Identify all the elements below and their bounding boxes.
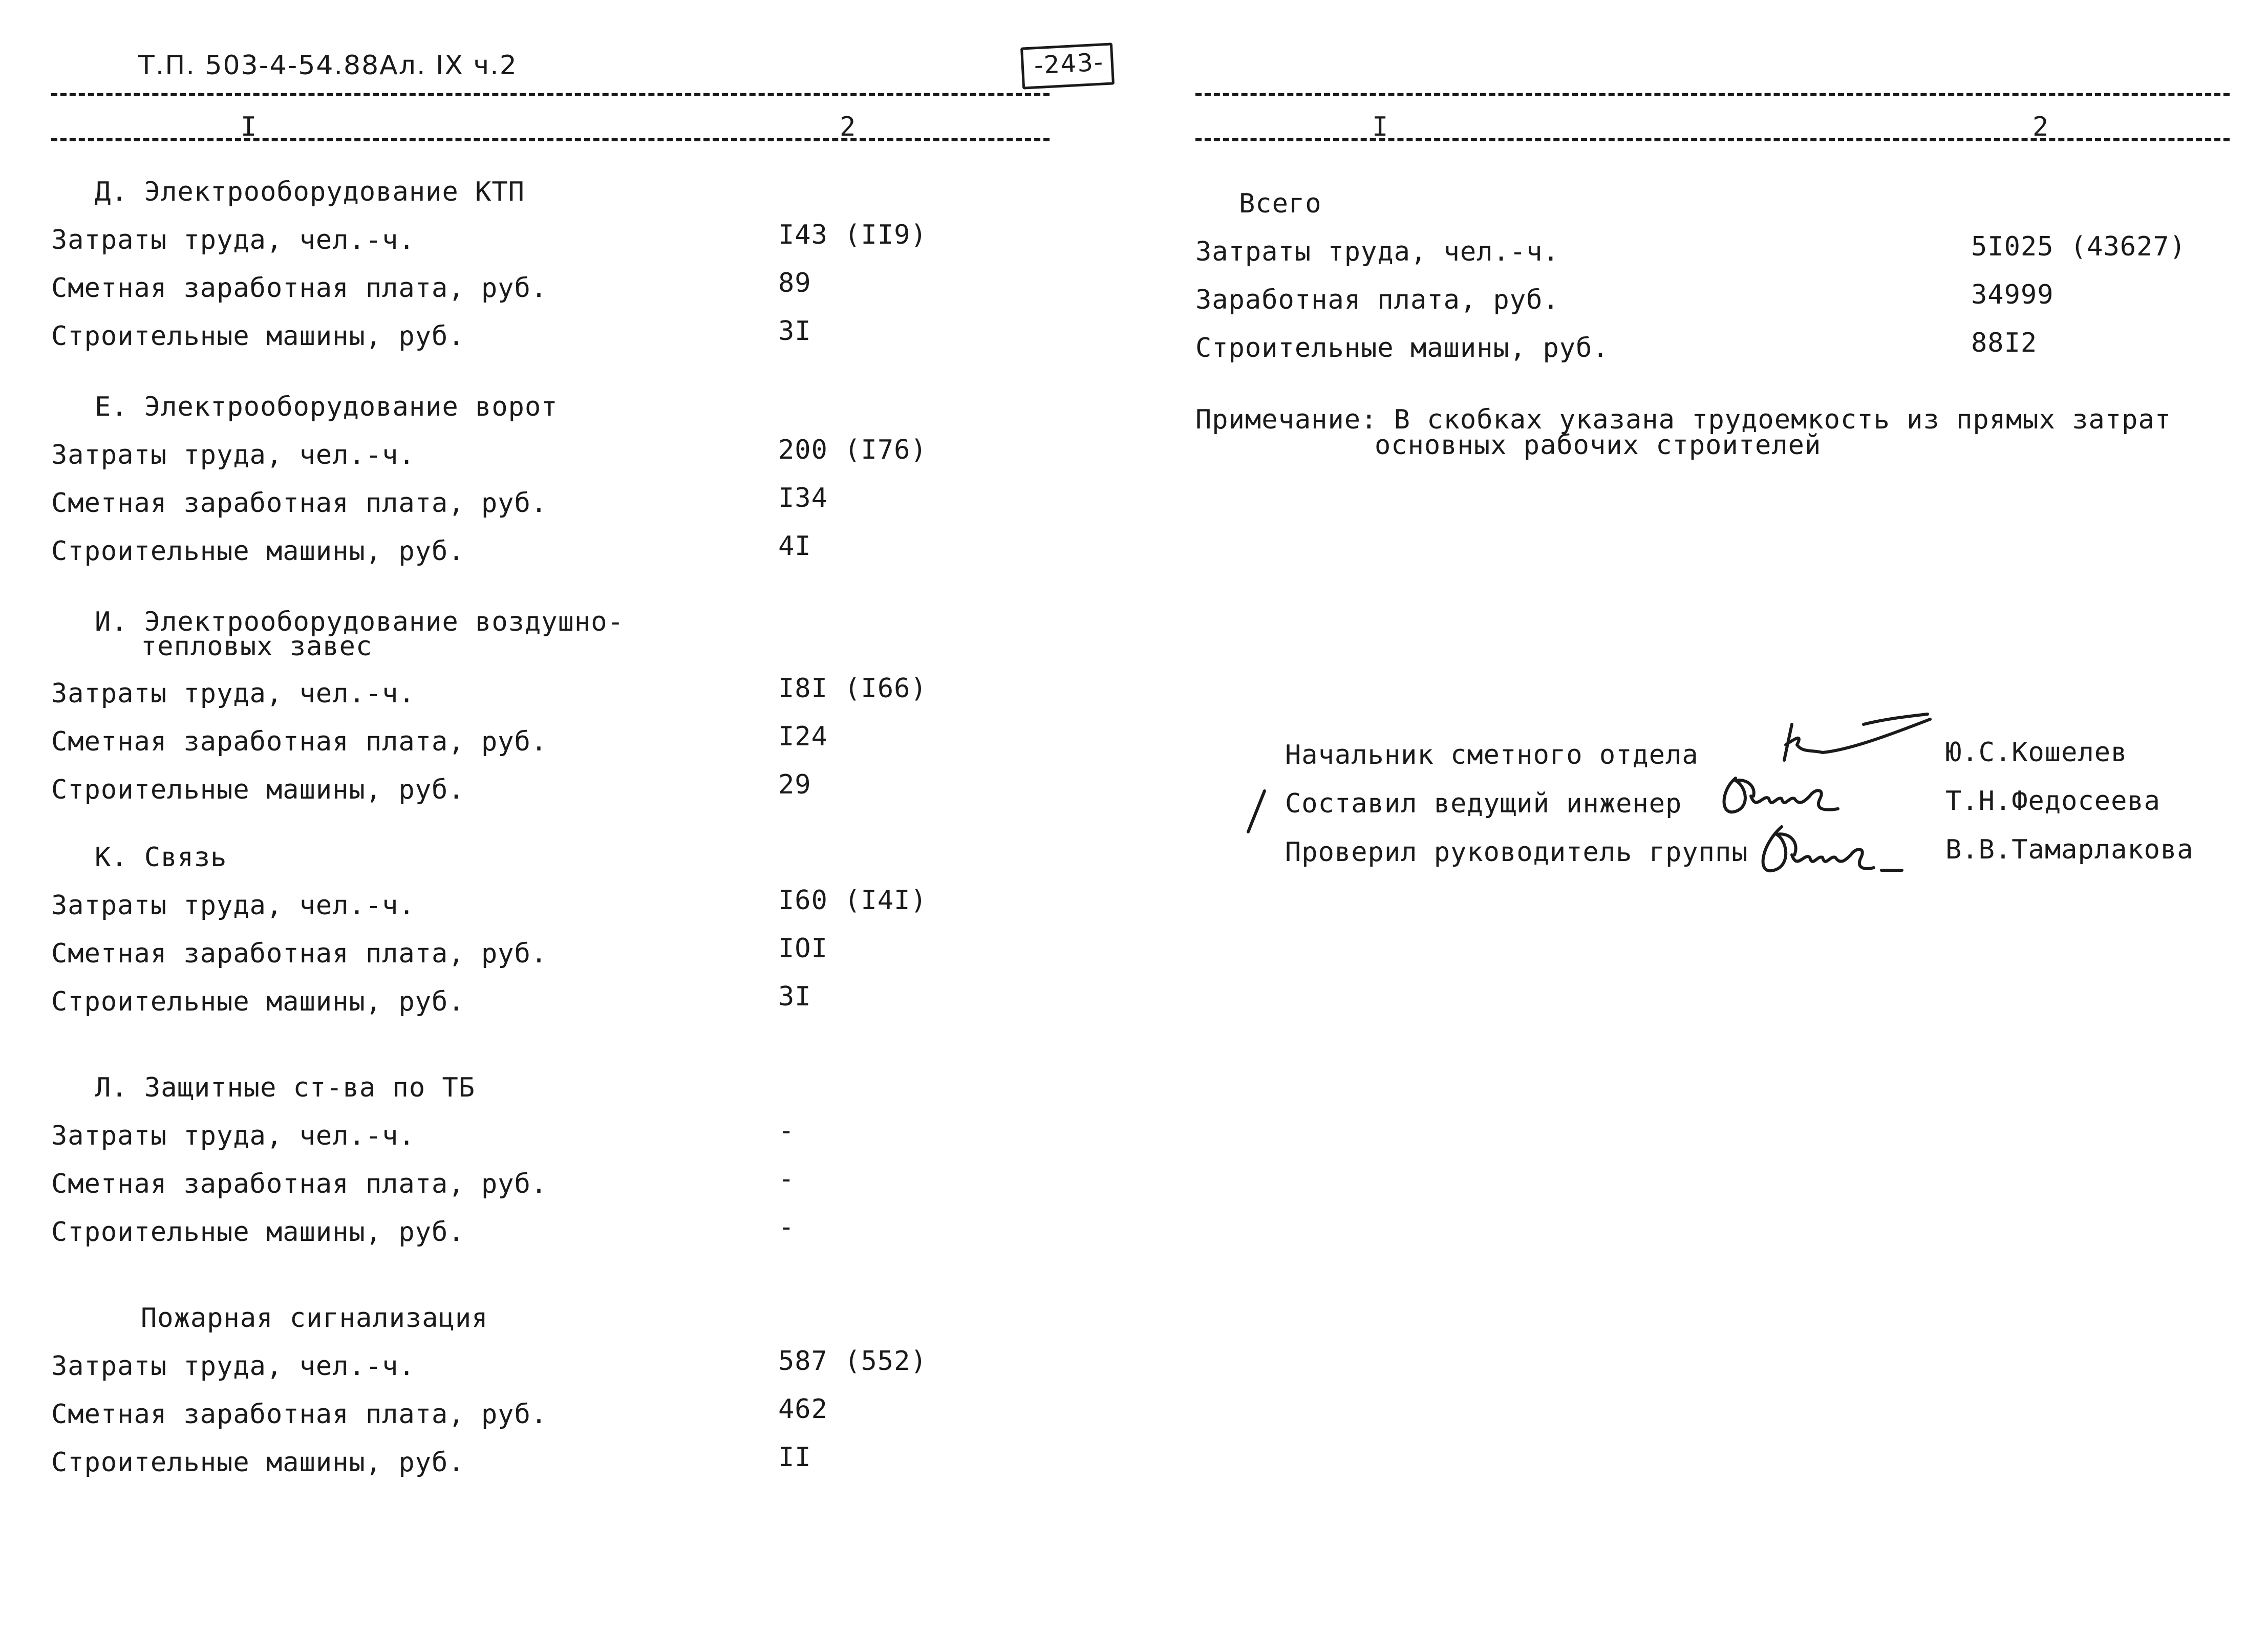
row-label: Сметная заработная плата, руб. (51, 1399, 548, 1430)
row-value: 462 (778, 1394, 828, 1425)
row-value: 587 (552) (778, 1346, 927, 1377)
row-label: Сметная заработная плата, руб. (51, 938, 548, 969)
row-value: I8I (I66) (778, 673, 927, 704)
signature-fedoseeva (1715, 770, 1848, 827)
row-value: 89 (778, 268, 811, 298)
signature-name: Ю.С.Кошелев (1945, 737, 2128, 768)
row-label: Сметная заработная плата, руб. (51, 726, 548, 757)
right-col-header-2: 2 (2032, 112, 2049, 142)
row-label: Строительные машины, руб. (51, 1447, 465, 1478)
totals-row-value: 5I025 (43627) (1971, 231, 2186, 262)
signature-role: Начальник сметного отдела (1285, 740, 1699, 770)
section-title-continuation: тепловых завес (141, 631, 373, 662)
row-label: Сметная заработная плата, руб. (51, 1169, 548, 1199)
row-value: I24 (778, 721, 828, 752)
left-header-rule-top (51, 93, 1050, 96)
row-value: - (778, 1164, 795, 1194)
row-value: - (778, 1115, 795, 1146)
left-col-header-2: 2 (840, 112, 857, 142)
row-label: Затраты труда, чел.-ч. (51, 678, 415, 709)
row-value: 200 (I76) (778, 435, 927, 465)
page-number-box (1020, 42, 1115, 89)
section-title: И. Электрооборудование воздушно- (95, 607, 624, 637)
signature-name: В.В.Тамарлакова (1945, 834, 2194, 865)
left-header-rule-bottom (51, 138, 1050, 141)
row-label: Строительные машины, руб. (51, 321, 465, 352)
totals-row-value: 88I2 (1971, 328, 2038, 358)
section-title: Пожарная сигнализация (141, 1303, 488, 1334)
row-label: Затраты труда, чел.-ч. (51, 890, 415, 921)
totals-row-label: Заработная плата, руб. (1195, 285, 1559, 315)
row-value: I43 (II9) (778, 220, 927, 250)
section-title: Е. Электрооборудование ворот (95, 392, 558, 422)
row-value: 4I (778, 531, 811, 562)
row-label: Затраты труда, чел.-ч. (51, 225, 415, 255)
totals-row-label: Затраты труда, чел.-ч. (1195, 237, 1559, 267)
totals-title: Всего (1239, 188, 1322, 219)
row-value: 29 (778, 769, 811, 800)
note-line-1: Примечание: В скобках указана трудоемкость из прямых затрат (1195, 404, 2172, 435)
document-reference: Т.П. 503-4-54.88Ал. IX ч.2 (138, 50, 518, 81)
row-label: Строительные машины, руб. (51, 775, 465, 805)
signature-name: Т.Н.Федосеева (1945, 786, 2160, 816)
section-title: Д. Электрооборудование КТП (95, 177, 525, 207)
row-value: II (778, 1442, 811, 1473)
row-label: Строительные машины, руб. (51, 1217, 465, 1248)
totals-row-label: Строительные машины, руб. (1195, 333, 1609, 363)
row-value: - (778, 1212, 795, 1242)
row-value: I34 (778, 483, 828, 513)
row-value: I60 (I4I) (778, 885, 927, 916)
row-value: IOI (778, 933, 828, 964)
row-label: Затраты труда, чел.-ч. (51, 440, 415, 470)
row-value: 3I (778, 981, 811, 1012)
row-value: 3I (778, 316, 811, 347)
signature-tamarlakova (1751, 819, 1905, 886)
page-number: -243- (1033, 48, 1105, 80)
row-label: Сметная заработная плата, руб. (51, 273, 548, 304)
signature-role: Проверил руководитель группы (1285, 837, 1748, 868)
section-title: Л. Защитные ст-ва по ТБ (95, 1072, 476, 1103)
signature-kosheleev (1782, 709, 1935, 765)
left-col-header-1: I (241, 112, 258, 142)
row-label: Затраты труда, чел.-ч. (51, 1351, 415, 1382)
right-header-rule-bottom (1195, 138, 2230, 141)
totals-row-value: 34999 (1971, 280, 2054, 310)
note-line-2: основных рабочих строителей (1375, 430, 1822, 461)
right-header-rule-top (1195, 93, 2230, 96)
row-label: Затраты труда, чел.-ч. (51, 1121, 415, 1151)
right-col-header-1: I (1372, 112, 1389, 142)
row-label: Строительные машины, руб. (51, 986, 465, 1017)
margin-check-mark (1244, 788, 1270, 834)
section-title: К. Связь (95, 842, 227, 873)
row-label: Строительные машины, руб. (51, 536, 465, 567)
signature-role: Составил ведущий инженер (1285, 788, 1682, 819)
row-label: Сметная заработная плата, руб. (51, 488, 548, 519)
